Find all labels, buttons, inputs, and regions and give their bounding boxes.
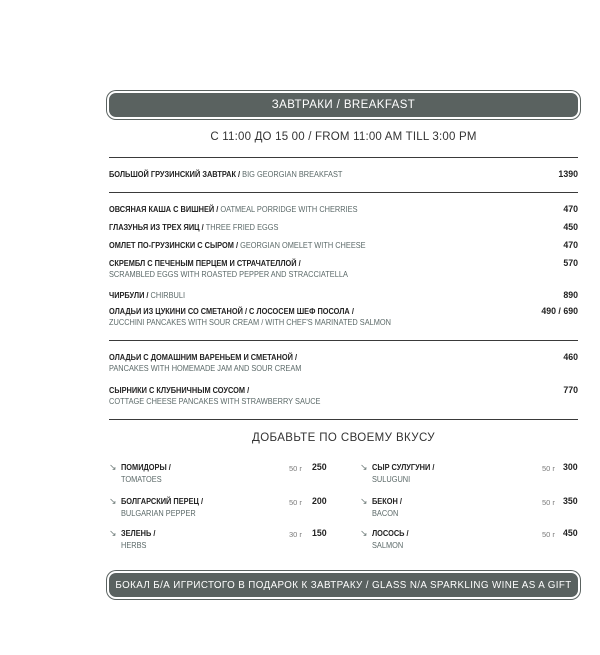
addon-name-en: HERBS xyxy=(121,540,147,550)
dish-name-ru: ЧИРБУЛИ / xyxy=(109,290,149,300)
addon-price: 450 xyxy=(563,528,578,538)
addons-title: ДОБАВЬТЕ ПО СВОЕМУ ВКУСУ xyxy=(252,432,435,444)
addon-weight: 50 г xyxy=(542,464,556,473)
addon-item xyxy=(360,496,580,524)
addon-item xyxy=(109,462,329,490)
dish-name-en: CHIRBULI xyxy=(148,290,186,300)
dish-name-en-second-line: ZUCCHINI PANCAKES WITH SOUR CREAM / WITH CHEF'S MARINATED SALMON xyxy=(109,317,391,327)
addon-name-ru: БОЛГАРСКИЙ ПЕРЕЦ / xyxy=(121,496,204,506)
dish-price: 470 xyxy=(563,204,578,214)
serving-hours: С 11:00 ДО 15 00 / FROM 11:00 AM TILL 3:00 PM xyxy=(210,131,477,143)
dish-name-ru: ОВСЯНАЯ КАША С ВИШНЕЙ / xyxy=(109,204,219,214)
menu-item xyxy=(109,222,578,233)
menu-item xyxy=(109,204,578,215)
addon-name-en: BULGARIAN PEPPER xyxy=(121,508,196,518)
addon-price: 250 xyxy=(312,462,327,472)
dish-price: 570 xyxy=(563,258,578,268)
addon-weight: 50 г xyxy=(542,530,556,539)
arrow-down-right-icon: ↘ xyxy=(360,496,368,506)
arrow-down-right-icon: ↘ xyxy=(109,496,117,506)
menu-item xyxy=(109,169,578,180)
gift-text: БОКАЛ Б/А ИГРИСТОГО В ПОДАРОК К ЗАВТРАКУ / GLASS N/A SPARKLING WINE AS A GIFT xyxy=(115,579,572,591)
dish-name-ru: ГЛАЗУНЬЯ ИЗ ТРЕХ ЯИЦ / xyxy=(109,222,204,232)
arrow-down-right-icon: ↘ xyxy=(360,462,368,472)
arrow-down-right-icon: ↘ xyxy=(109,462,117,472)
divider xyxy=(109,157,578,158)
gift-banner xyxy=(109,573,578,597)
addon-price: 350 xyxy=(563,496,578,506)
dish-price: 1390 xyxy=(558,169,578,179)
addon-name-ru: ЗЕЛЕНЬ / xyxy=(121,528,156,538)
menu-item xyxy=(109,306,578,328)
dish-name-ru: СКРЕМБЛ С ПЕЧЕНЫМ ПЕРЦЕМ И СТРАЧАТЕЛЛОЙ / xyxy=(109,258,301,268)
addon-weight: 50 г xyxy=(542,498,556,507)
dish-name-en-second-line: PANCAKES WITH HOMEMADE JAM AND SOUR CREAM xyxy=(109,363,302,373)
addon-item xyxy=(109,496,329,524)
menu-item xyxy=(109,385,578,407)
dish-name-ru: ОЛАДЬИ ИЗ ЦУКИНИ СО СМЕТАНОЙ / С ЛОСОСЕМ ШЕФ ПОСОЛА / xyxy=(109,306,354,316)
addon-item xyxy=(109,528,329,556)
addon-item xyxy=(360,528,580,556)
menu-item xyxy=(109,240,578,251)
addon-weight: 50 г xyxy=(289,464,303,473)
addon-weight: 30 г xyxy=(289,530,303,539)
dish-name-en: BIG GEORGIAN BREAKFAST xyxy=(240,169,343,179)
addon-name-en: TOMATOES xyxy=(121,474,162,484)
addon-name-ru: ПОМИДОРЫ / xyxy=(121,462,171,472)
dish-price: 460 xyxy=(563,352,578,362)
addon-name-ru: ЛОСОСЬ / xyxy=(372,528,409,538)
addon-price: 200 xyxy=(312,496,327,506)
addon-price: 300 xyxy=(563,462,578,472)
addon-name-ru: БЕКОН / xyxy=(372,496,402,506)
dish-name-en: THREE FRIED EGGS xyxy=(203,222,279,232)
addon-price: 150 xyxy=(312,528,327,538)
addon-name-en: SULUGUNI xyxy=(372,474,411,484)
divider xyxy=(109,340,578,341)
dish-price: 470 xyxy=(563,240,578,250)
addon-name-en: BACON xyxy=(372,508,399,518)
divider xyxy=(109,419,578,420)
menu-item xyxy=(109,290,578,301)
dish-price: 890 xyxy=(563,290,578,300)
dish-name-ru: БОЛЬШОЙ ГРУЗИНСКИЙ ЗАВТРАК / xyxy=(109,169,241,179)
menu-item xyxy=(109,352,578,374)
dish-name-en: OATMEAL PORRIDGE WITH CHERRIES xyxy=(218,204,358,214)
dish-name-en: GEORGIAN OMELET WITH CHEESE xyxy=(238,240,366,250)
addon-item xyxy=(360,462,580,490)
arrow-down-right-icon: ↘ xyxy=(109,528,117,538)
dish-name-en-second-line: SCRAMBLED EGGS WITH ROASTED PEPPER AND STRACCIATELLA xyxy=(109,269,348,279)
divider xyxy=(109,192,578,193)
arrow-down-right-icon: ↘ xyxy=(360,528,368,538)
section-title-banner xyxy=(109,93,578,117)
dish-price: 490 / 690 xyxy=(541,306,578,316)
dish-name-ru: ОМЛЕТ ПО-ГРУЗИНСКИ С СЫРОМ / xyxy=(109,240,239,250)
section-title: ЗАВТРАКИ / BREAKFAST xyxy=(271,99,416,111)
menu-item xyxy=(109,258,578,280)
dish-name-ru: СЫРНИКИ С КЛУБНИЧНЫМ СОУСОМ / xyxy=(109,385,250,395)
addon-name-en: SALMON xyxy=(372,540,404,550)
addon-name-ru: СЫР СУЛУГУНИ / xyxy=(372,462,435,472)
addon-weight: 50 г xyxy=(289,498,303,507)
dish-name-en-second-line: COTTAGE CHEESE PANCAKES WITH STRAWBERRY SAUCE xyxy=(109,396,321,406)
dish-name-ru: ОЛАДЬИ С ДОМАШНИМ ВАРЕНЬЕМ И СМЕТАНОЙ / xyxy=(109,352,298,362)
dish-price: 450 xyxy=(563,222,578,232)
dish-price: 770 xyxy=(563,385,578,395)
